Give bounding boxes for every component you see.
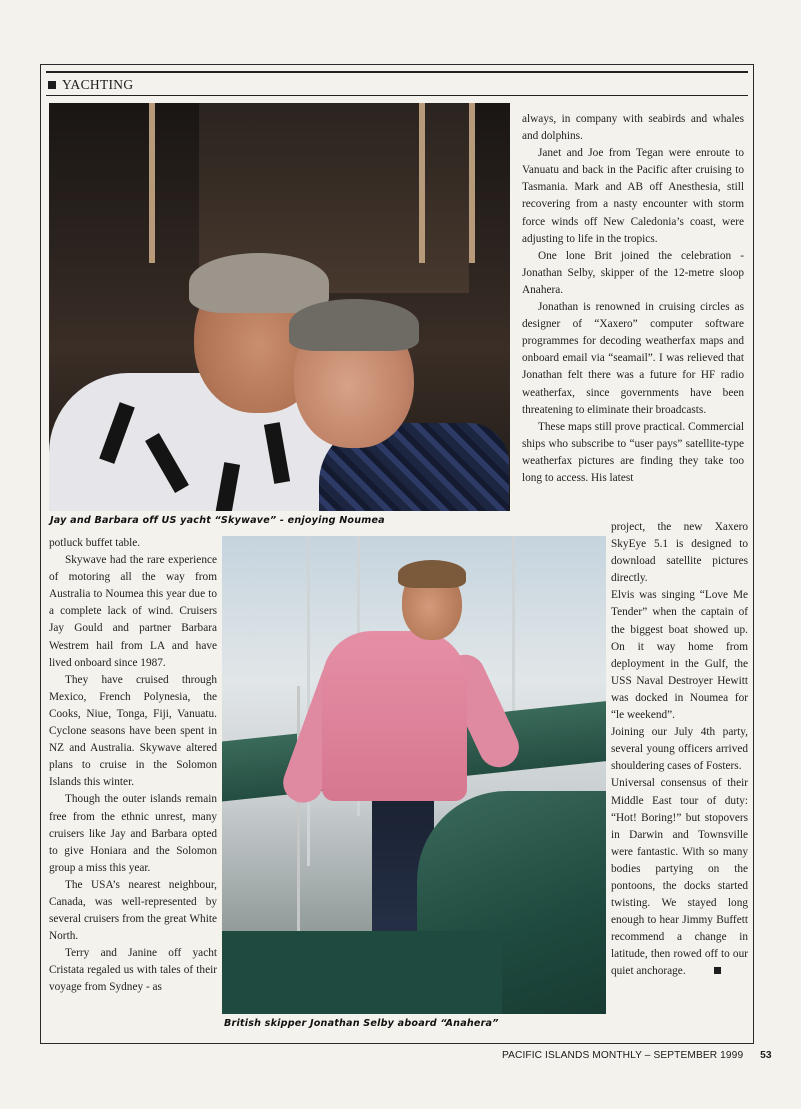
paragraph: Joining our July 4th party, several young officers arrived shouldering cases of Fosters. [611,726,748,773]
paragraph: Janet and Joe from Tegan were enroute to Vanuatu and back in the Pacific after cruising to Tasmania. Mark and AB off Anesthesia, still recovering from a nasty encounter with storm force winds off New Caledonia’s coast, were adjusting to life in the tropics. [522,147,744,245]
paragraph: The USA’s nearest neighbour, Canada, was well-represented by several cruisers from the great White North. [49,878,217,943]
section-bullet-icon [48,81,56,89]
paragraph: Terry and Janine off yacht Cristata regaled us with tales of their voyage from Sydney - as [49,947,217,994]
paragraph-text: Universal consensus of their Middle East tour of duty: “Hot! Boring!” but stopovers in Darwin and Townsville were fantastic. With so many bodies partying on the pontoons, the docks started twisting. We stayed long enough to hear Jimmy Buffett recommend a change in latitude, then rowed off to our quiet anchorage. [611,777,748,978]
page-footer [502,1050,772,1061]
paragraph: project, the new Xaxero SkyEye 5.1 is designed to download satellite pictures directly. [611,521,748,585]
article-column-right-bottom [611,519,748,981]
section-header [48,76,133,94]
photo2-caption: British skipper Jonathan Selby aboard “Anahera” [224,1018,499,1029]
publication-info: PACIFIC ISLANDS MONTHLY – SEPTEMBER 1999 [502,1050,744,1061]
paragraph: Jonathan is renowned in cruising circles as designer of “Xaxero” computer software programmes for decoding weatherfax maps and onboard email via “seamail”. I was relieved that Jonathan felt there was a future for HF radio weatherfax, since governments have been threatening to eliminate their broadcasts. [522,301,744,416]
paragraph: Skywave had the rare experience of motoring all the way from Australia to Noumea this year due to a complete lack of wind. Cruisers Jay Gould and partner Barbara Westrem hail from LA and have lived onboard since 1987. [49,554,217,669]
header-rule [46,95,748,96]
paragraph: They have cruised through Mexico, French Polynesia, the Cooks, Niue, Tonga, Fiji, Vanuatu. Cyclone seasons have been spent in NZ and Australia. Skywave altered plans to cruise in the Solomon Islands this winter. [49,673,217,789]
paragraph: These maps still prove practical. Commercial ships who subscribe to “user pays” satellite-type weatherfax pictures are finding they take too long to access. His latest [522,420,744,484]
end-mark-icon [714,967,721,974]
section-label: YACHTING [62,77,134,92]
paragraph: Elvis was singing “Love Me Tender” when the captain of the biggest boat showed up. On it way home from deployment in the Gulf, the USS Naval Destroyer Hewitt was docked in Noumea for “le weekend”. [611,589,748,722]
photo1-caption: Jay and Barbara off US yacht “Skywave” - enjoying Noumea [50,515,385,526]
top-rule [46,71,748,73]
article-column-left [49,535,217,997]
photo-jonathan-selby [222,536,606,1014]
page-number: 53 [760,1050,772,1061]
article-column-right-top [522,111,744,487]
photo-jay-and-barbara [49,103,510,511]
paragraph-final [611,775,748,980]
paragraph: potluck buffet table. [49,537,141,549]
paragraph: always, in company with seabirds and whales and dolphins. [522,113,744,143]
paragraph: Though the outer islands remain free from the ethnic unrest, many cruisers like Jay and Barbara opted to give Honiara and the Solomon group a miss this year. [49,793,217,874]
paragraph: One lone Brit joined the celebration - Jonathan Selby, skipper of the 12-metre sloop Anahera. [522,249,744,296]
